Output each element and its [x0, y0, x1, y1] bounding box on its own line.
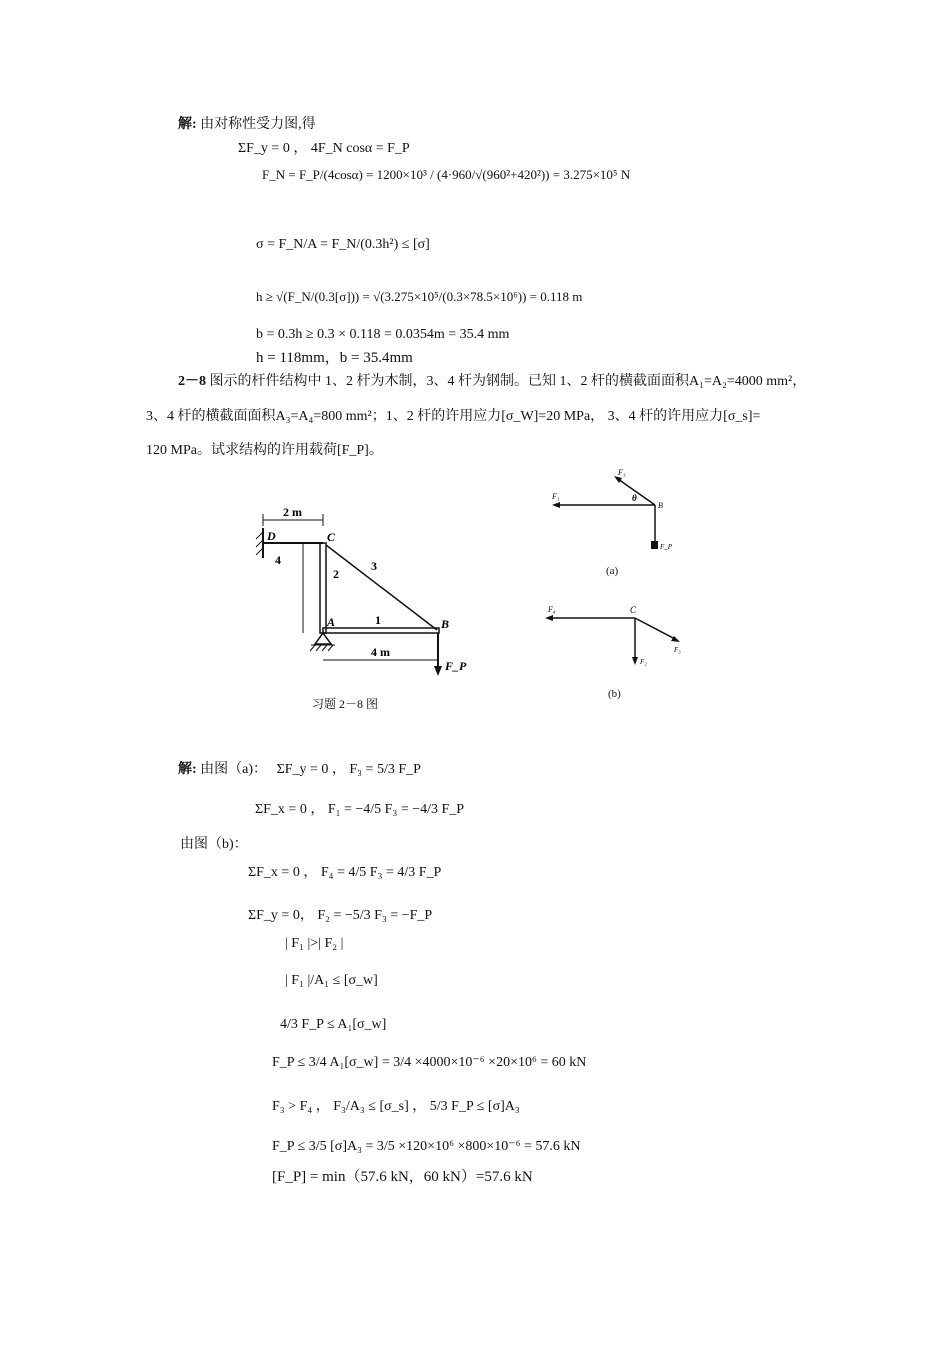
label-B: B: [441, 617, 450, 631]
label-A: A: [327, 615, 336, 629]
fbd-b-F2: F₂: [640, 658, 647, 666]
equation: ΣF_y = 0 ， F₃ = 5/3 F_P: [276, 762, 421, 777]
fbd-a-FP: F_P: [660, 543, 673, 551]
fbd-b-F3: F₃: [674, 646, 681, 654]
equation: ΣF_x = 0 ， F₁ = −4/5 F₃ = −4/3 F_P: [255, 802, 465, 817]
load-label: F_P: [445, 659, 467, 673]
problem-line-2: 3、4 杆的横截面面积A₃=A₄=800 mm²；1、2 杆的许用应力[σ_W]=20 MPa， 3、4 杆的许用应力[σ_s]=: [146, 409, 761, 424]
problem-text: 图示的杆件结构中 1、2 杆为木制，3、4 杆为钢制。已知 1、2 杆的横截面面积A₁=A₂=4000 mm²，: [209, 374, 807, 389]
truss-figure: [245, 498, 485, 688]
equation: | F₁ |>| F₂ |: [285, 936, 344, 951]
equation: σ = F_N/A = F_N/(0.3h²) ≤ [σ]: [256, 237, 430, 252]
label-2: 2: [333, 567, 339, 581]
equation: h = 118mm，b = 35.4mm: [256, 350, 413, 366]
problem-number: 2－8: [178, 374, 206, 389]
solution-label: 解:: [178, 117, 197, 132]
solution-1-heading: [178, 118, 316, 132]
label-1: 1: [375, 613, 381, 627]
fbd-b-F4: F₄: [548, 605, 556, 614]
fbd-a: [540, 465, 690, 555]
fbd-b: [540, 598, 690, 673]
problem-line-1: [178, 375, 806, 389]
equation: F_N = F_P/(4cosα) = 1200×10³ / (4·960/√(960²+420²)) = 3.275×10⁵ N: [262, 167, 631, 182]
equation: F_P ≤ 3/4 A₁[σ_w] = 3/4 ×4000×10⁻⁶ ×20×10⁶ = 60 kN: [272, 1055, 587, 1070]
fbd-a-B: B: [658, 501, 663, 510]
equation: F₃ > F₄ ， F₃/A₃ ≤ [σ_s] ， 5/3 F_P ≤ [σ]A₃: [272, 1099, 520, 1114]
equation: ΣF_x = 0 ， F₄ = 4/5 F₃ = 4/3 F_P: [248, 865, 442, 880]
fbd-a-caption: (a): [606, 565, 619, 577]
label-D: D: [267, 529, 276, 543]
label-C: C: [327, 530, 336, 544]
problem-line-3: 120 MPa。试求结构的许用载荷[F_P]。: [146, 443, 383, 458]
solution-2-heading: [178, 763, 421, 777]
fbd-a-theta: θ: [632, 493, 637, 503]
equation: b = 0.3h ≥ 0.3 × 0.118 = 0.0354m = 35.4 mm: [256, 327, 510, 342]
solution-label: 解:: [178, 762, 197, 777]
solution-intro: 由图（a)：: [200, 762, 268, 777]
solution-intro-b: 由图（b)：: [180, 837, 248, 852]
fbd-b-caption: (b): [608, 688, 621, 700]
member-3: [326, 545, 437, 630]
figure-caption: 习题 2－8 图: [312, 697, 379, 711]
member-2: [320, 543, 326, 633]
dim-bottom-label: 4 m: [371, 645, 390, 659]
fbd-b-C: C: [630, 605, 637, 615]
label-4: 4: [275, 553, 281, 567]
equation: F_P ≤ 3/5 [σ]A₃ = 3/5 ×120×10⁶ ×800×10⁻⁶ = 57.6 kN: [272, 1139, 581, 1154]
fbd-a-F3: F₃: [618, 468, 626, 477]
equation: | F₁ |/A₁ ≤ [σ_w]: [285, 973, 378, 988]
dim-top-label: 2 m: [283, 505, 302, 519]
equation: ΣF_y = 0 ， 4F_N cosα = F_P: [238, 141, 410, 156]
equation: h ≥ √(F_N/(0.3[σ])) = √(3.275×10⁵/(0.3×78.5×10⁶)) = 0.118 m: [256, 289, 583, 304]
label-3: 3: [371, 559, 377, 573]
solution-intro: 由对称性受力图,得: [200, 117, 316, 132]
member-1: [323, 628, 439, 633]
fbd-a-F1: F₁: [552, 492, 560, 501]
equation: 4/3 F_P ≤ A₁[σ_w]: [280, 1017, 387, 1032]
equation: [F_P] = min（57.6 kN，60 kN）=57.6 kN: [272, 1169, 533, 1185]
equation: ΣF_y = 0， F₂ = −5/3 F₃ = −F_P: [248, 908, 433, 923]
